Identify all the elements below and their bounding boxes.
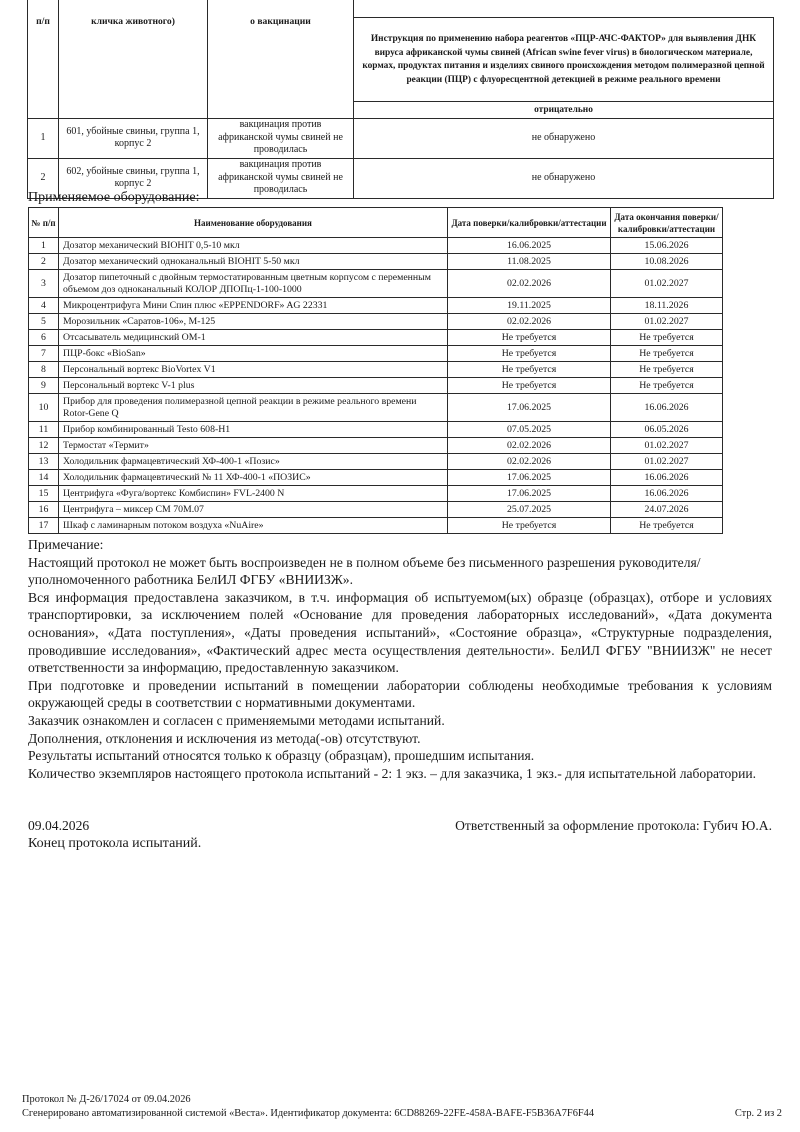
equip-date-end: 18.11.2026 <box>611 298 723 314</box>
equip-num: 17 <box>29 518 59 534</box>
equip-name: Дозатор пипеточный с двойным термостатированным цветным корпусом с переменным объемом доз одноканальный КОЛОР ДПОПц-1-100-1000 <box>59 270 448 298</box>
table-row <box>29 298 723 314</box>
table-row <box>29 502 723 518</box>
note-paragraph: При подготовке и проведении испытаний в помещении лаборатории соблюдены необходимые требования к условиям окружающей среды в соответствии с нормативными документами. <box>28 677 772 711</box>
equip-name: Термостат «Термит» <box>59 438 448 454</box>
equip-date-check: 19.11.2025 <box>448 298 611 314</box>
equip-date-end: 01.02.2027 <box>611 454 723 470</box>
header-vaccination: о вакцинации <box>208 0 354 118</box>
table-row <box>29 362 723 378</box>
note-paragraph: Настоящий протокол не может быть воспроизведен не в полном объеме без письменного разрешения руководителя/уполномоченного работника БелИЛ ФГБУ «ВНИИЗЖ». <box>28 554 701 588</box>
equip-num: 11 <box>29 422 59 438</box>
table-row <box>29 394 723 422</box>
equip-date-end: Не требуется <box>611 362 723 378</box>
equip-name: Дозатор механический одноканальный BIOHIT 5-50 мкл <box>59 254 448 270</box>
header-gap <box>354 0 774 17</box>
header-method: Инструкция по применению набора реагентов «ПЦР-АЧС-ФАКТОР» для выявления ДНК вируса африканской чумы свиней (African swine fever virus) в биологическом материале, кормах, продуктах питания и изделиях свиного происхождения методом полимеразной цепной реакции (ПЦР) с флуоресцентной детекцией в режиме реального времени <box>354 17 774 101</box>
table-row <box>29 238 723 254</box>
equip-date-check: 07.05.2025 <box>448 422 611 438</box>
equip-date-end: Не требуется <box>611 378 723 394</box>
equip-num: 8 <box>29 362 59 378</box>
notes-title: Примечание: <box>28 537 104 552</box>
row-vaccination: вакцинация против африканской чумы свиней не проводилась <box>208 118 354 158</box>
table-row <box>29 518 723 534</box>
results-table <box>27 0 774 199</box>
table-row <box>28 118 774 158</box>
note-paragraph: Результаты испытаний относятся только к образцу (образцам), прошедшим испытания. <box>28 748 535 764</box>
equip-num: 12 <box>29 438 59 454</box>
equip-date-end: 01.02.2027 <box>611 438 723 454</box>
equip-date-check: 16.06.2025 <box>448 238 611 254</box>
equip-num: 16 <box>29 502 59 518</box>
row-result: не обнаружено <box>354 158 774 198</box>
equipment-section-label: Применяемое оборудование: <box>28 190 200 205</box>
equip-date-check: 17.06.2025 <box>448 486 611 502</box>
row-num: 2 <box>28 158 59 198</box>
equip-header-date-check: Дата поверки/калибровки/аттестации <box>448 208 611 238</box>
equip-name: Морозильник «Саратов-106», М-125 <box>59 314 448 330</box>
equip-name: Холодильник фармацевтический ХФ-400-1 «Позис» <box>59 454 448 470</box>
header-norm: отрицательно <box>354 101 774 118</box>
equip-date-end: 15.06.2026 <box>611 238 723 254</box>
equipment-table <box>28 207 723 534</box>
equip-num: 3 <box>29 270 59 298</box>
footer-generated: Сгенерировано автоматизированной системой «Веста». Идентификатор документа: 6CD88269-22FE-458A-BAFE-F5B36A7F6F44 <box>22 1108 595 1119</box>
equip-name: Центрифуга «Фуга/вортекс Комбиспин» FVL-2400 N <box>59 486 448 502</box>
equip-date-end: 06.05.2026 <box>611 422 723 438</box>
header-num: п/п <box>28 0 59 118</box>
table-row <box>29 454 723 470</box>
table-row <box>29 470 723 486</box>
equip-date-check: 02.02.2026 <box>448 314 611 330</box>
equip-date-check: Не требуется <box>448 378 611 394</box>
equip-header-num: № п/п <box>29 208 59 238</box>
equip-date-check: 02.02.2026 <box>448 454 611 470</box>
table-row <box>29 486 723 502</box>
results-header-row <box>28 0 774 17</box>
equip-date-end: Не требуется <box>611 346 723 362</box>
table-row <box>29 378 723 394</box>
equip-date-end: Не требуется <box>611 518 723 534</box>
equip-num: 13 <box>29 454 59 470</box>
note-paragraph: Вся информация предоставлена заказчиком, в т.ч. информация об испытуемом(ых) образце (образцах), отборе и условиях транспортировки, за исключением полей «Основание для проведения лабораторных исследований», «Дата документа основания», «Дата поступления», «Даты проведения испытаний», «Состояние образца», «Структурные подразделения, проводившие исследования», «Фактический адрес места осуществления деятельности». БелИЛ ФГБУ "ВНИИЗЖ" не несет ответственности за информацию, предоставленную заказчиком. <box>28 589 772 676</box>
equip-name: Персональный вортекс V-1 plus <box>59 378 448 394</box>
equip-num: 2 <box>29 254 59 270</box>
notes-section <box>28 536 772 782</box>
row-num: 1 <box>28 118 59 158</box>
equip-date-end: 10.08.2026 <box>611 254 723 270</box>
note-paragraph: Дополнения, отклонения и исключения из метода(-ов) отсутствуют. <box>28 730 421 746</box>
equip-date-check: 02.02.2026 <box>448 270 611 298</box>
header-sample-id-text: кличка животного) <box>91 16 175 27</box>
equip-num: 7 <box>29 346 59 362</box>
equip-name: Дозатор механический BIOHIT 0,5-10 мкл <box>59 238 448 254</box>
equip-date-end: 24.07.2026 <box>611 502 723 518</box>
table-row <box>29 270 723 298</box>
equip-header-name: Наименование оборудования <box>59 208 448 238</box>
equip-num: 6 <box>29 330 59 346</box>
table-row <box>29 422 723 438</box>
end-of-protocol: Конец протокола испытаний. <box>28 836 202 851</box>
equipment-body <box>29 238 723 534</box>
footer-page-number: Стр. 2 из 2 <box>734 1108 782 1119</box>
footer-protocol: Протокол № Д-26/17024 от 09.04.2026 <box>22 1094 191 1105</box>
equip-num: 14 <box>29 470 59 486</box>
equip-name: Центрифуга – миксер СМ 70М.07 <box>59 502 448 518</box>
equip-date-end: 16.06.2026 <box>611 486 723 502</box>
equip-date-check: 25.07.2025 <box>448 502 611 518</box>
row-sample: 602, убойные свиньи, группа 1, корпус 2 <box>59 158 208 198</box>
equip-date-end: 01.02.2027 <box>611 314 723 330</box>
table-row <box>29 330 723 346</box>
equip-name: Микроцентрифуга Мини Спин плюс «EPPENDORF» AG 22331 <box>59 298 448 314</box>
table-row <box>29 438 723 454</box>
equip-date-check: Не требуется <box>448 330 611 346</box>
note-paragraph: Количество экземпляров настоящего протокола испытаний - 2: 1 экз. – для заказчика, 1 экз.- для испытательной лаборатории. <box>28 765 757 781</box>
equip-date-check: Не требуется <box>448 346 611 362</box>
table-row <box>29 346 723 362</box>
equip-date-check: 11.08.2025 <box>448 254 611 270</box>
equip-date-check: 02.02.2026 <box>448 438 611 454</box>
equip-date-end: 16.06.2026 <box>611 394 723 422</box>
row-result: не обнаружено <box>354 118 774 158</box>
equip-date-end: Не требуется <box>611 330 723 346</box>
equip-date-end: 16.06.2026 <box>611 470 723 486</box>
equip-name: Персональный вортекс BioVortex V1 <box>59 362 448 378</box>
signature-responsible: Ответственный за оформление протокола: Губич Ю.А. <box>455 818 772 833</box>
equip-date-check: 17.06.2025 <box>448 394 611 422</box>
equip-num: 9 <box>29 378 59 394</box>
page-footer <box>22 1093 782 1121</box>
equip-num: 10 <box>29 394 59 422</box>
equip-num: 4 <box>29 298 59 314</box>
equip-name: ПЦР-бокс «BioSan» <box>59 346 448 362</box>
signature-date: 09.04.2026 <box>28 818 90 833</box>
equip-date-check: Не требуется <box>448 362 611 378</box>
equip-name: Холодильник фармацевтический № 11 ХФ-400-1 «ПОЗИС» <box>59 470 448 486</box>
equip-name: Отсасыватель медицинский ОМ-1 <box>59 330 448 346</box>
equip-date-check: 17.06.2025 <box>448 470 611 486</box>
row-sample: 601, убойные свиньи, группа 1, корпус 2 <box>59 118 208 158</box>
equip-name: Шкаф с ламинарным потоком воздуха «NuAire» <box>59 518 448 534</box>
equip-name: Прибор для проведения полимеразной цепной реакции в режиме реального времени Rotor-Gene Q <box>59 394 448 422</box>
header-sample-id <box>59 0 208 118</box>
equip-header-date-end: Дата окончания поверки/калибровки/аттестации <box>611 208 723 238</box>
equip-num: 1 <box>29 238 59 254</box>
equip-date-check: Не требуется <box>448 518 611 534</box>
table-row <box>29 314 723 330</box>
equip-num: 5 <box>29 314 59 330</box>
table-row <box>29 254 723 270</box>
equipment-header-row <box>29 208 723 238</box>
equip-num: 15 <box>29 486 59 502</box>
row-vaccination: вакцинация против африканской чумы свиней не проводилась <box>208 158 354 198</box>
equip-name: Прибор комбинированный Testo 608-H1 <box>59 422 448 438</box>
note-paragraph: Заказчик ознакомлен и согласен с применяемыми методами испытаний. <box>28 712 445 728</box>
equip-date-end: 01.02.2027 <box>611 270 723 298</box>
